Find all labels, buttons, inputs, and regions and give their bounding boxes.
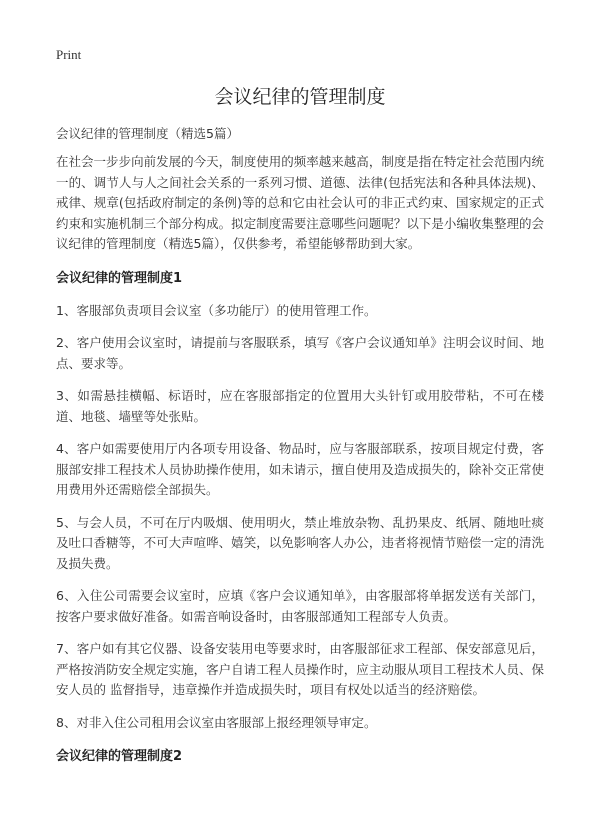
rule-item-5: 5、与会人员，不可在厅内吸烟、使用明火，禁止堆放杂物、乱扔果皮、纸屑、随地吐痰及吐口香糖等，不可大声喧哗、嬉笑，以免影响客人办公，违者将视情节赔偿一定的清洗及损失费。 <box>56 514 544 571</box>
print-link[interactable]: Print <box>56 47 82 62</box>
rule-item-7: 7、客户如有其它仪器、设备安装用电等要求时，由客服部征求工程部、保安部意见后，严格按消防安全规定实施，客户自请工程人员操作时，应主动服从项目工程技术人员、保安人员的 监督指导，违章操作并造成损失时，项目有权处以适当的经济赔偿。 <box>56 641 544 697</box>
section-heading-2: 会议纪律的管理制度2 <box>56 749 183 764</box>
rule-item-1: 1、客服部负责项目会议室（多功能厅）的使用管理工作。 <box>56 302 377 318</box>
rule-item-4: 4、客户如需要使用厅内各项专用设备、物品时，应与客服部联系，按项目规定付费，客服部安排工程技术人员协助操作使用，如未请示，擅自使用及造成损失的，除补交正常使用费用外还需赔偿全部损失。 <box>56 441 544 497</box>
intro-paragraph: 在社会一步步向前发展的今天，制度使用的频率越来越高，制度是指在特定社会范围内统一的、调节人与人之间社会关系的一系列习惯、道德、法律(包括宪法和各种具体法规)、戒律、规章(包括政府制定的条例)等的总和它由社会认可的非正式约束、国家规定的正式约束和实施机制三个部分构成。拟定制度需要注意哪些问题呢？以下是小编收集整理的会议纪律的管理制度（精选5篇），仅供参考，希望能够帮助到大家。 <box>56 154 544 251</box>
rule-item-3: 3、如需悬挂横幅、标语时，应在客服部指定的位置用大头针钉或用胶带粘，不可在楼道、地毯、墙壁等处张贴。 <box>56 388 544 424</box>
rule-item-8: 8、对非入住公司租用会议室由客服部上报经理领导审定。 <box>56 714 377 730</box>
section-heading-1: 会议纪律的管理制度1 <box>56 270 183 286</box>
page-title: 会议纪律的管理制度 <box>214 86 386 108</box>
rule-item-2: 2、客户使用会议室时，请提前与客服联系，填写《客户会议通知单》注明会议时间、地点、要求等。 <box>56 335 544 371</box>
document-subtitle: 会议纪律的管理制度（精选5篇） <box>56 126 239 141</box>
rule-item-6: 6、入住公司需要会议室时，应填《客户会议通知单》，由客服部将单据发送有关部门，按客户要求做好准备。如需音响设备时，由客服部通知工程部专人负责。 <box>56 588 544 624</box>
